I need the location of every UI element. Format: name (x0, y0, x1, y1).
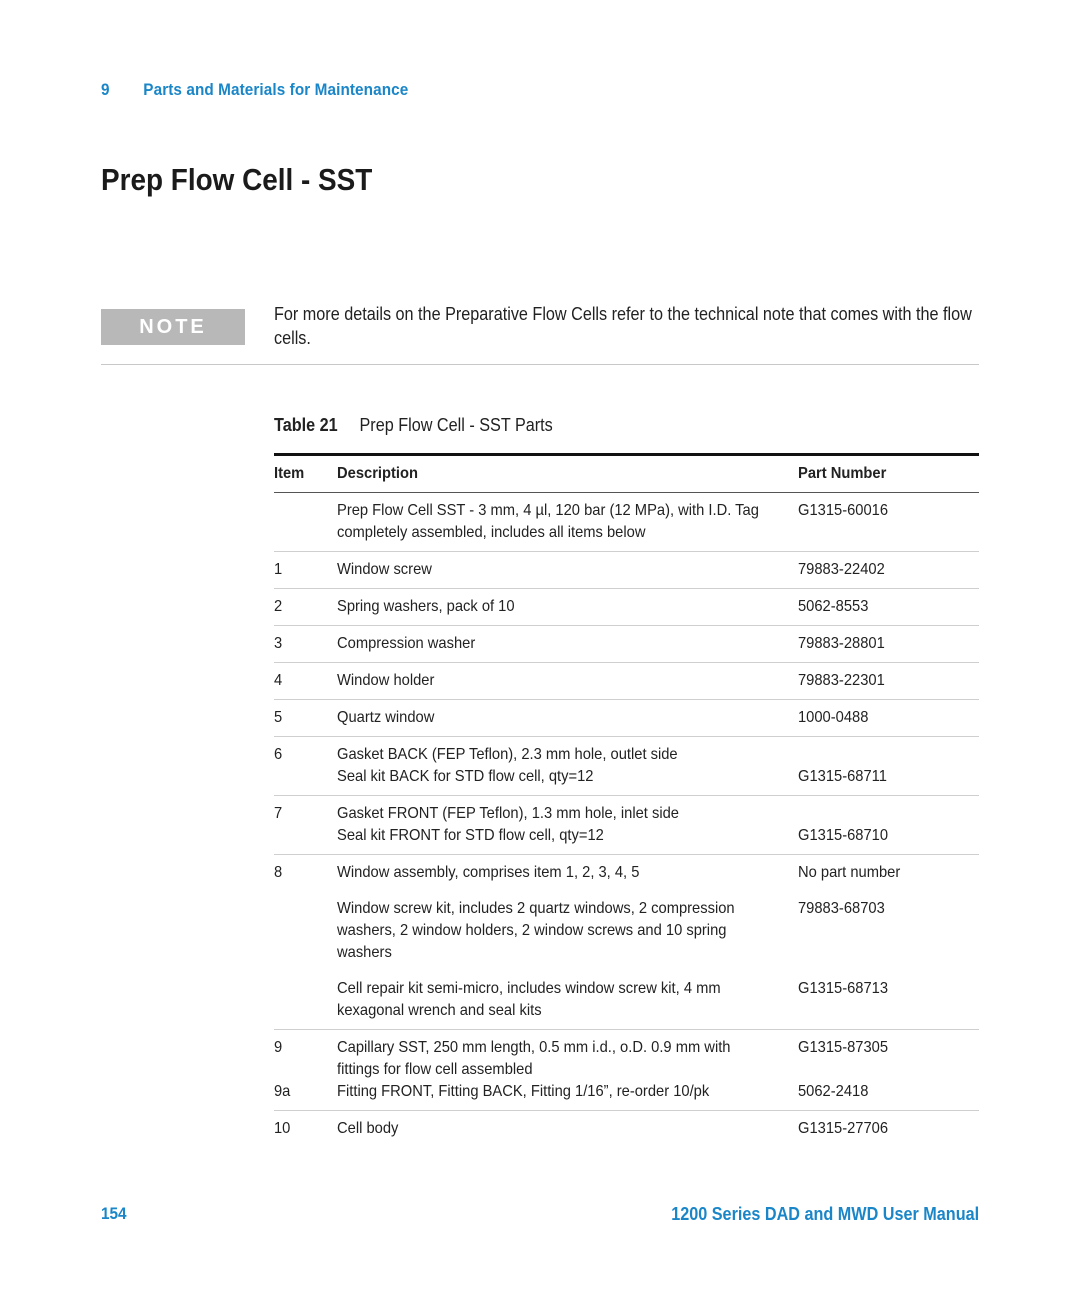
part-number-cell: G1315-60016 (798, 493, 979, 552)
table-row (274, 589, 979, 626)
part-number-cell: G1315-68713 (798, 971, 979, 1030)
item-cell: 9a (274, 1081, 337, 1111)
item-cell: 10 (274, 1120, 291, 1137)
chapter-title: Parts and Materials for Maintenance (143, 80, 409, 99)
note-badge: NOTE (101, 309, 245, 345)
table-row (274, 1111, 979, 1148)
note-text: For more details on the Preparative Flow Cells refer to the technical note that comes with the flow cells. (274, 304, 972, 348)
item-cell: 1 (274, 552, 337, 589)
parts-table (274, 453, 979, 1147)
item-cell: 5 (274, 700, 337, 737)
part-number-cell: 1000-0488 (798, 700, 979, 737)
part-number-cell: 79883-22402 (798, 552, 979, 589)
table-row (274, 552, 979, 589)
header-description: Description (337, 455, 798, 493)
item-cell: 9 (274, 1039, 283, 1056)
item-cell (274, 891, 337, 971)
description-cell: Prep Flow Cell SST - 3 mm, 4 µl, 120 bar (12 MPa), with I.D. Tag completely assembled, includes all items below (337, 493, 798, 552)
table-row (274, 626, 979, 663)
description-cell: Compression washer (337, 626, 798, 663)
item-cell: 4 (274, 663, 337, 700)
description-cell: Fitting FRONT, Fitting BACK, Fitting 1/16”, re-order 10/pk (337, 1081, 798, 1111)
table-row (274, 971, 979, 1030)
item-cell: 6 (274, 737, 337, 796)
table-row (274, 737, 979, 796)
part-number-cell: G1315-87305 (798, 1039, 889, 1056)
item-cell (274, 971, 337, 1030)
description-cell: Window holder (337, 663, 798, 700)
description-cell: Capillary SST, 250 mm length, 0.5 mm i.d., o.D. 0.9 mm with fittings for flow cell assembled (337, 1039, 731, 1078)
description-cell: Cell repair kit semi-micro, includes window screw kit, 4 mm kexagonal wrench and seal kits (337, 971, 798, 1030)
table-header-row (274, 455, 979, 493)
table-row (274, 1030, 979, 1082)
item-cell: 8 (274, 864, 283, 881)
part-number-cell: 79883-68703 (798, 900, 885, 917)
part-number-cell: No part number (798, 864, 901, 881)
part-number-cell: G1315-27706 (798, 1120, 889, 1137)
description-cell: Window screw (337, 552, 798, 589)
header-item: Item (274, 455, 337, 493)
note-divider (101, 364, 979, 365)
description-cell: Quartz window (337, 700, 798, 737)
running-header (101, 80, 408, 100)
description-cell: Spring washers, pack of 10 (337, 589, 798, 626)
description-cell: Gasket FRONT (FEP Teflon), 1.3 mm hole, inlet side Seal kit FRONT for STD flow cell, qty=12 (337, 796, 798, 855)
item-cell: 7 (274, 796, 337, 855)
table-caption-text: Prep Flow Cell - SST Parts (359, 415, 553, 435)
part-number-cell: 5062-2418 (798, 1081, 979, 1111)
page-number: 154 (101, 1204, 127, 1223)
table-label: Table 21 (274, 415, 338, 435)
part-number-cell: 79883-22301 (798, 663, 979, 700)
item-cell: 3 (274, 626, 337, 663)
part-number-cell: G1315-68711 (798, 737, 979, 796)
table-row (274, 891, 979, 971)
table-row (274, 1081, 979, 1111)
part-number-cell: 5062-8553 (798, 589, 979, 626)
part-number-cell: G1315-68710 (798, 796, 979, 855)
table-row (274, 855, 979, 892)
part-number-cell: 79883-28801 (798, 626, 979, 663)
page-title: Prep Flow Cell - SST (101, 162, 373, 197)
table-row (274, 663, 979, 700)
table-row (274, 493, 979, 552)
item-cell: 2 (274, 589, 337, 626)
item-cell (274, 493, 337, 552)
header-part-number: Part Number (798, 455, 979, 493)
description-cell: Window screw kit, includes 2 quartz windows, 2 compression washers, 2 window holders, 2 window screws and 10 spring washers (337, 900, 735, 961)
table-caption (274, 415, 553, 436)
manual-title: 1200 Series DAD and MWD User Manual (671, 1204, 979, 1224)
description-cell: Cell body (337, 1120, 399, 1137)
chapter-number: 9 (101, 80, 110, 99)
table-row (274, 796, 979, 855)
table-row (274, 700, 979, 737)
description-cell: Window assembly, comprises item 1, 2, 3, 4, 5 (337, 864, 640, 881)
description-cell: Gasket BACK (FEP Teflon), 2.3 mm hole, outlet side Seal kit BACK for STD flow cell, qty=12 (337, 737, 798, 796)
